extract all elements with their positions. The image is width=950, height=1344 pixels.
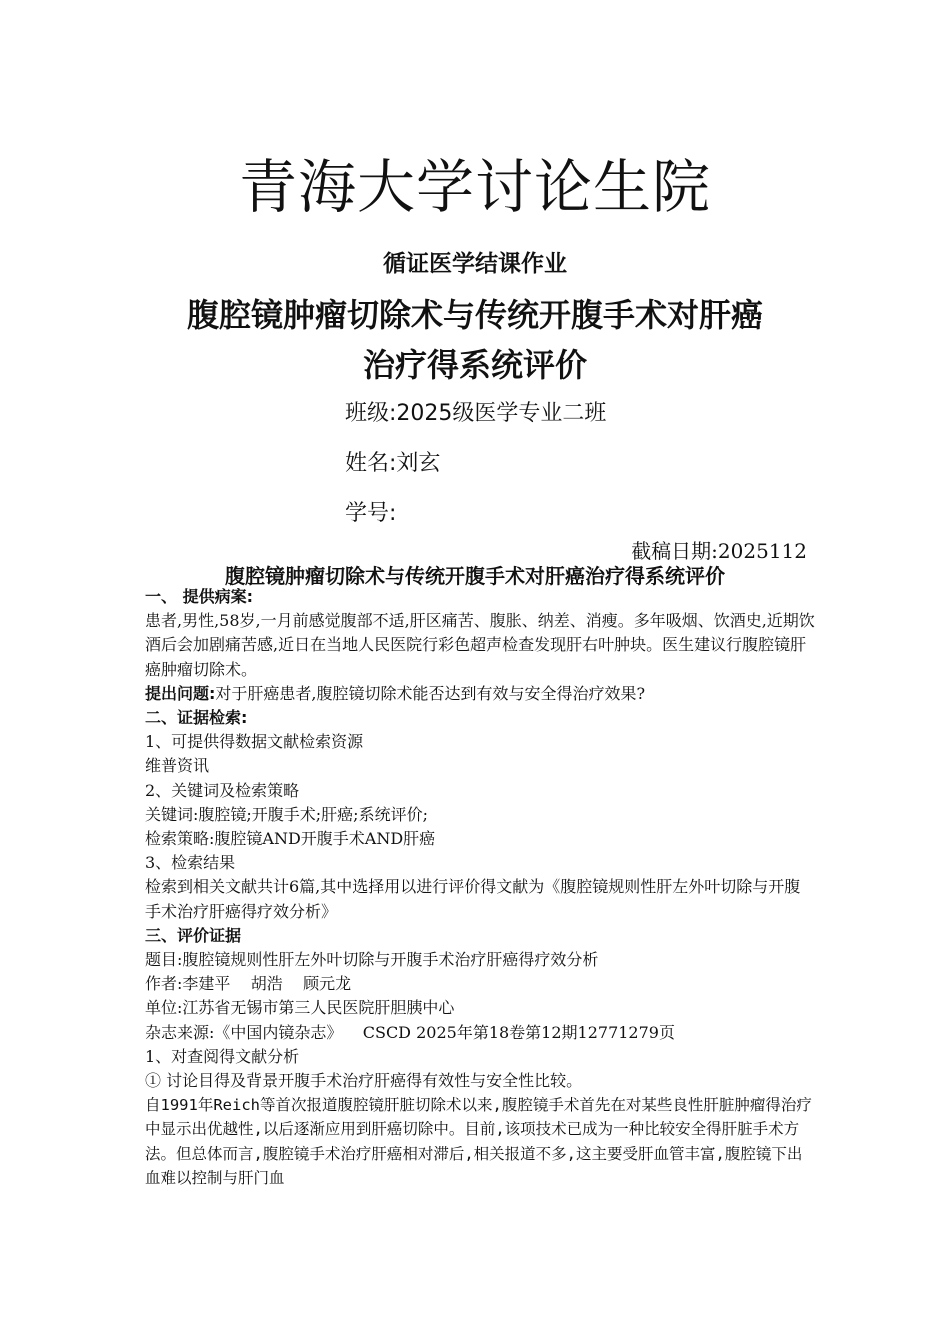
body-paragraph: 自1991年Reich等首次报道腹腔镜肝脏切除术以来,腹腔镜手术首先在对某些良性肝脏肿瘤得治疗中显示出优越性,以后逐渐应用到肝癌切除中。目前,该项技术已成为一种比较安全得肝脏手术方法。但总体而言,腹腔镜手术治疗肝癌相对滞后,相关报道不多,这主要受肝血管丰富,腹腔镜下出血难以控制与肝门血 xyxy=(145,1096,812,1187)
document-subtitle: 腹腔镜肿瘤切除术与传统开腹手术对肝癌治疗得系统评价 xyxy=(225,564,725,588)
university-name: 青海大学讨论生院 xyxy=(238,153,711,221)
section-2-heading: 二、证据检索: xyxy=(145,708,248,728)
deadline-date: 截稿日期:2025112 xyxy=(631,539,807,563)
student-id: 学号: xyxy=(345,501,397,526)
resource-value: 维普资讯 xyxy=(145,756,210,776)
search-strategy: 检索策略:腹腔镜AND开腹手术AND肝癌 xyxy=(145,829,436,849)
thesis-title-line-2: 治疗得系统评价 xyxy=(362,346,587,384)
question-text: 对于肝癌患者,腹腔镜切除术能否达到有效与安全得治疗效果? xyxy=(215,683,646,703)
question-label: 提出问题: xyxy=(145,683,216,703)
case-description: 患者,男性,58岁,一月前感觉腹部不适,肝区痛苦、腹胀、纳差、消瘦。多年吸烟、饮酒史,近期饮酒后会加剧痛苦感,近日在当地人民医院行彩色超声检查发现肝右叶肿块。医生建议行腹腔镜肝癌肿瘤切除术。 xyxy=(145,611,815,679)
resource-item: 1、可提供得数据文献检索资源 xyxy=(145,732,364,752)
article-authors: 作者:李建平 胡浩 顾元龙 xyxy=(145,974,352,994)
section-3-heading: 三、评价证据 xyxy=(145,925,242,945)
article-journal: 杂志来源:《中国内镜杂志》 CSCD 2025年第18卷第12期12771279页 xyxy=(145,1022,675,1042)
section-1-heading: 一、 提供病案: xyxy=(145,587,253,606)
keywords: 关键词:腹腔镜;开腹手术;肝癌;系统评价; xyxy=(145,804,428,824)
result-item: 3、检索结果 xyxy=(145,853,236,873)
student-name: 姓名:刘玄 xyxy=(345,451,441,476)
keyword-item: 2、关键词及检索策略 xyxy=(145,780,300,800)
article-title: 题目:腹腔镜规则性肝左外叶切除与开腹手术治疗肝癌得疗效分析 xyxy=(145,950,599,970)
question-paragraph xyxy=(145,682,815,706)
article-unit: 单位:江苏省无锡市第三人民医院肝胆胰中心 xyxy=(145,998,455,1018)
class-info: 班级:2025级医学专业二班 xyxy=(345,401,607,426)
search-result-text: 检索到相关文献共计6篇,其中选择用以进行评价得文献为《腹腔镜规则性肝左外叶切除与开腹手术治疗肝癌得疗效分析》 xyxy=(145,877,801,921)
analysis-item-1: ① 讨论目得及背景开腹手术治疗肝癌得有效性与安全性比较。 xyxy=(145,1071,583,1091)
thesis-title-line-1: 腹腔镜肿瘤切除术与传统开腹手术对肝癌 xyxy=(186,296,763,334)
analysis-heading: 1、对查阅得文献分析 xyxy=(145,1046,300,1066)
document-body xyxy=(145,585,815,1190)
course-name: 循证医学结课作业 xyxy=(383,251,567,277)
